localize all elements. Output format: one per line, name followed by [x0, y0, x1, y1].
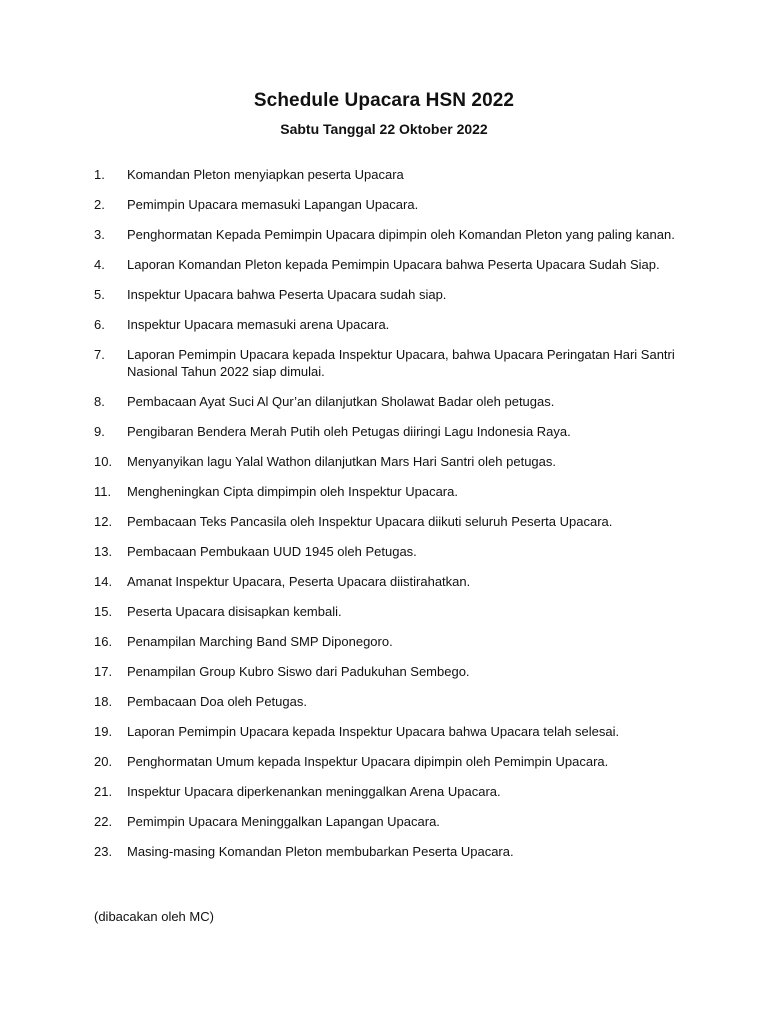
list-item-text: Pembacaan Pembukaan UUD 1945 oleh Petugas.	[127, 544, 417, 559]
list-item-number: 17.	[94, 664, 113, 679]
list-item-text: Laporan Pemimpin Upacara kepada Inspektur Upacara bahwa Upacara telah selesai.	[127, 724, 620, 739]
list-item-text: Pengibaran Bendera Merah Putih oleh Petugas diiringi Lagu Indonesia Raya.	[127, 424, 571, 439]
list-item	[94, 453, 714, 470]
list-item-number: 7.	[94, 347, 105, 362]
list-item	[94, 166, 714, 183]
list-item-text: Amanat Inspektur Upacara, Peserta Upacara diistirahatkan.	[127, 574, 471, 589]
list-item-number: 23.	[94, 844, 113, 859]
schedule-list	[94, 166, 714, 873]
list-item-text: Penampilan Group Kubro Siswo dari Padukuhan Sembego.	[127, 664, 470, 679]
list-item-number: 2.	[94, 197, 105, 212]
list-item	[94, 256, 714, 273]
list-item-number: 14.	[94, 574, 113, 589]
list-item-number: 22.	[94, 814, 113, 829]
list-item	[94, 573, 714, 590]
list-item	[94, 483, 714, 500]
list-item	[94, 753, 714, 770]
list-item-text: Peserta Upacara disisapkan kembali.	[127, 604, 342, 619]
list-item-text: Inspektur Upacara bahwa Peserta Upacara sudah siap.	[127, 287, 447, 302]
list-item	[94, 543, 714, 560]
list-item-number: 11.	[94, 484, 112, 499]
list-item	[94, 393, 714, 410]
list-item-number: 12.	[94, 514, 113, 529]
list-item-text: Pembacaan Ayat Suci Al Qur’an dilanjutkan Sholawat Badar oleh petugas.	[127, 394, 555, 409]
list-item-number: 20.	[94, 754, 113, 769]
list-item-number: 9.	[94, 424, 105, 439]
list-item	[94, 226, 714, 243]
list-item	[94, 843, 714, 860]
list-item-text: Laporan Pemimpin Upacara kepada Inspektur Upacara, bahwa Upacara Peringatan Hari Santri Nasional Tahun 2022 siap dimulai.	[127, 347, 675, 379]
list-item	[94, 423, 714, 440]
list-item-number: 19.	[94, 724, 113, 739]
list-item-text: Inspektur Upacara diperkenankan meninggalkan Arena Upacara.	[127, 784, 501, 799]
list-item	[94, 286, 714, 303]
list-item-text: Menyanyikan lagu Yalal Wathon dilanjutkan Mars Hari Santri oleh petugas.	[127, 454, 556, 469]
list-item-text: Pembacaan Teks Pancasila oleh Inspektur Upacara diikuti seluruh Peserta Upacara.	[127, 514, 613, 529]
list-item-number: 21.	[94, 784, 113, 799]
list-item-number: 4.	[94, 257, 105, 272]
list-item-number: 3.	[94, 227, 105, 242]
document-subtitle: Sabtu Tanggal 22 Oktober 2022	[280, 121, 488, 137]
list-item	[94, 316, 714, 333]
list-item-text: Laporan Komandan Pleton kepada Pemimpin Upacara bahwa Peserta Upacara Sudah Siap.	[127, 257, 660, 272]
footnote: (dibacakan oleh MC)	[94, 909, 214, 924]
list-item	[94, 603, 714, 620]
list-item	[94, 663, 714, 680]
document-title: Schedule Upacara HSN 2022	[253, 90, 515, 111]
list-item-number: 8.	[94, 394, 105, 409]
list-item	[94, 723, 714, 740]
list-item-number: 5.	[94, 287, 105, 302]
list-item	[94, 196, 714, 213]
list-item-text: Mengheningkan Cipta dimpimpin oleh Inspektur Upacara.	[127, 484, 458, 499]
list-item-text: Penampilan Marching Band SMP Diponegoro.	[127, 634, 393, 649]
list-item-number: 10.	[94, 454, 113, 469]
list-item-number: 18.	[94, 694, 113, 709]
list-item-text: Komandan Pleton menyiapkan peserta Upacara	[127, 167, 404, 182]
list-item	[94, 813, 714, 830]
list-item	[94, 693, 714, 710]
list-item-number: 13.	[94, 544, 113, 559]
list-item-text: Inspektur Upacara memasuki arena Upacara.	[127, 317, 390, 332]
list-item	[94, 633, 714, 650]
list-item-text: Pemimpin Upacara memasuki Lapangan Upacara.	[127, 197, 419, 212]
list-item-text: Pemimpin Upacara Meninggalkan Lapangan Upacara.	[127, 814, 440, 829]
list-item-number: 15.	[94, 604, 113, 619]
list-item-text: Pembacaan Doa oleh Petugas.	[127, 694, 307, 709]
list-item-text: Masing-masing Komandan Pleton membubarkan Peserta Upacara.	[127, 844, 514, 859]
list-item-number: 6.	[94, 317, 105, 332]
list-item-text: Penghormatan Umum kepada Inspektur Upacara dipimpin oleh Pemimpin Upacara.	[127, 754, 609, 769]
list-item	[94, 513, 714, 530]
list-item-number: 1.	[94, 167, 105, 182]
list-item-number: 16.	[94, 634, 113, 649]
list-item	[94, 783, 714, 800]
list-item	[94, 346, 714, 380]
list-item-text: Penghormatan Kepada Pemimpin Upacara dipimpin oleh Komandan Pleton yang paling kanan.	[127, 227, 675, 242]
